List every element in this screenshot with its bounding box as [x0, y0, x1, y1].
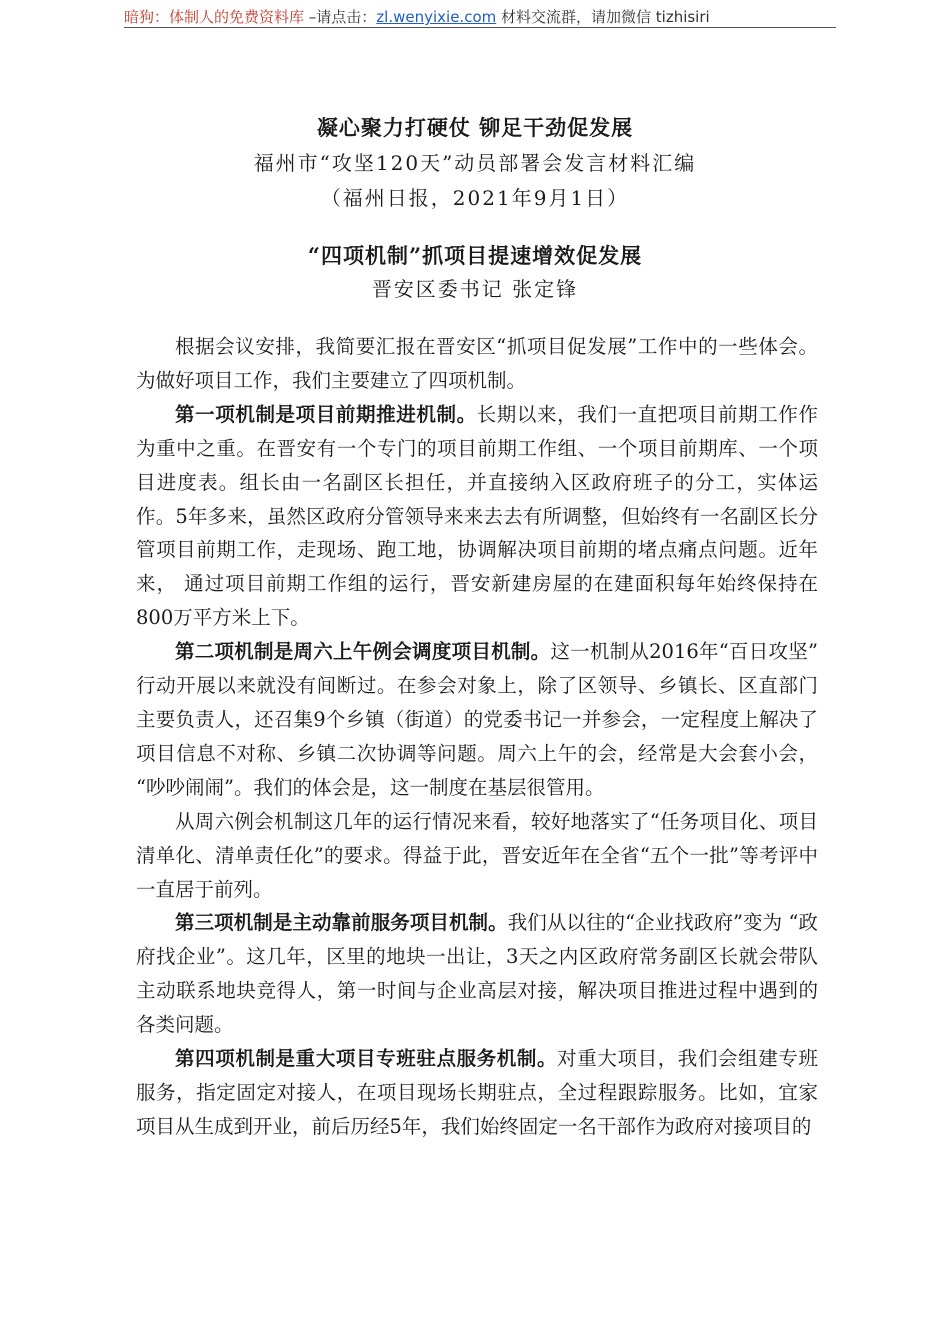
- article-body: [136, 330, 818, 1144]
- paragraph-text: 根据会议安排，我简要汇报在晋安区“抓项目促发展”工作中的一些体会。为做好项目工作，我们主要建立了四项机制。: [136, 335, 818, 392]
- subtitle: 福州市“攻坚120天”动员部署会发言材料汇编: [253, 151, 697, 175]
- paragraph-text: 从周六例会机制这几年的运行情况来看，较好地落实了“任务项目化、项目清单化、清单责任化”的要求。得益于此，晋安近年在全省“五个一批”等考评中一直居于前列。: [136, 809, 818, 901]
- paragraph-lead: 第三项机制是主动靠前服务项目机制。: [175, 911, 508, 935]
- header-contact: 材料交流群，请加微信 tizhisiri: [496, 8, 710, 26]
- paragraph: [136, 1042, 818, 1144]
- header-divider: [124, 27, 836, 28]
- header-link[interactable]: zl.wenyixie.com: [376, 8, 497, 26]
- paragraph: [136, 330, 818, 398]
- paragraph-lead: 第一项机制是项目前期推进机制。: [175, 402, 477, 426]
- paragraph-lead: 第二项机制是周六上午例会调度项目机制。: [175, 640, 551, 664]
- paragraph-lead: 第四项机制是重大项目专班驻点服务机制。: [175, 1047, 558, 1071]
- watermark-header: [124, 6, 836, 28]
- paragraph-text: 对重大项目，我们会组建专班 服务，指定固定对接人，在项目现场长期驻点，全过程跟踪服务。比如，宜家项目从生成到开业，前后历经5年，我们始终固定一名干部作为政府对接项目的: [136, 1047, 818, 1138]
- paragraph: [136, 805, 818, 907]
- paragraph-text: 这一机制从2016年“百日攻坚” 行动开展以来就没有间断过。在参会对象上，除了区领导、乡镇长、区直部门主要负责人，还召集9个乡镇（街道）的党委书记一并参会，一定程度上解决了项目信息不对称、乡镇二次协调等问题。周六上午的会，经常是大会套小会， “吵吵闹闹”。我们的体会是，这一制度在基层很管用。: [136, 640, 818, 799]
- header-brand: 暗狗：体制人的免费资料库: [124, 8, 305, 26]
- paragraph: [136, 398, 818, 635]
- author-line: 晋安区委书记 张定锋: [371, 277, 579, 301]
- article-title: “四项机制”抓项目提速增效促发展: [307, 243, 643, 268]
- paragraph-text: 我们从以往的“企业找政府”变为 “政府找企业”。这几年，区里的地块一出让，3天之内区政府常务副区长就会带队主动联系地块竞得人，第一时间与企业高层对接，解决项目推进过程中遇到的各类问题。: [136, 911, 818, 1037]
- paragraph-text: 长期以来，我们一直把项目前期工作作为重中之重。在晋安有一个专门的项目前期工作组、一个项目前期库、一个项目进度表。组长由一名副区长担任，并直接纳入区政府班子的分工，实体运作。5年多来，虽然区政府分管领导来来去去有所调整，但始终有一名副区长分管项目前期工作，走现场、跑工地，协调解决项目前期的堵点痛点问题。近年来， 通过项目前期工作组的运行，晋安新建房屋的在建面积每年始终保持在800万平方米上下。: [136, 402, 818, 630]
- main-title: 凝心聚力打硬仗 铆足干劲促发展: [316, 115, 634, 140]
- header-prompt: –请点击：: [304, 8, 377, 26]
- source-line: （福州日报，2021年9月1日）: [320, 186, 630, 210]
- paragraph: [136, 906, 818, 1042]
- paragraph: [136, 635, 818, 805]
